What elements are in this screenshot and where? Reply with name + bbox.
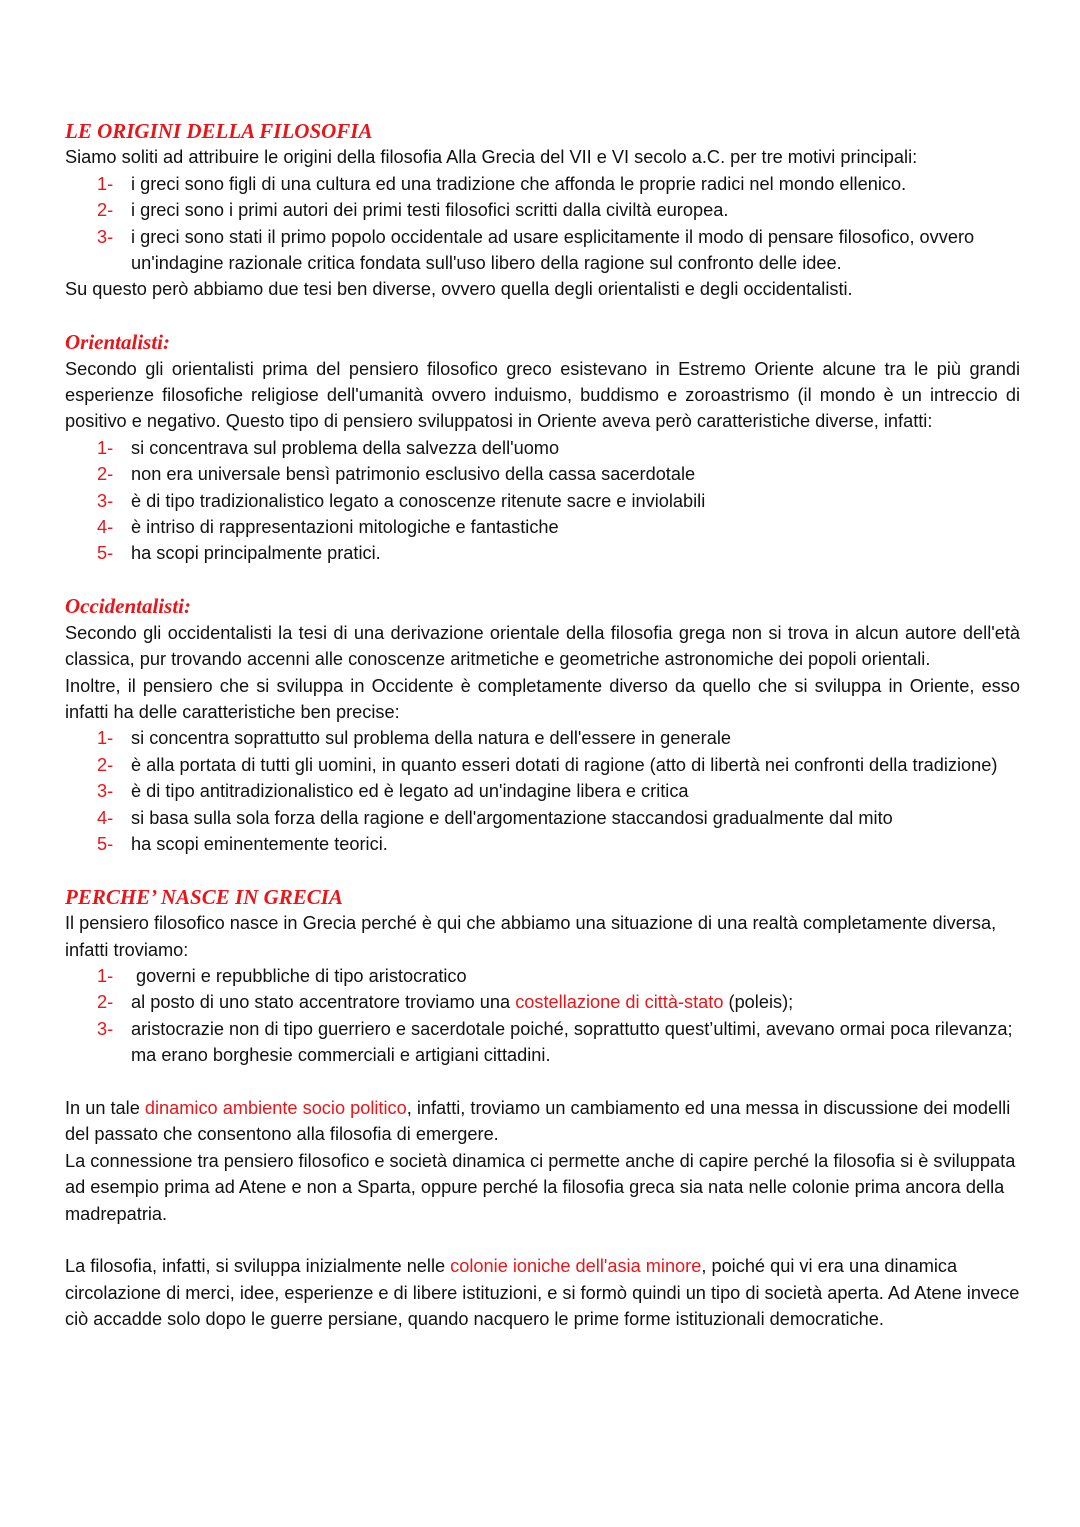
list-item: 1- i greci sono figli di una cultura ed una tradizione che affonda le proprie radici nel mondo ellenico. — [65, 171, 1020, 197]
heading-orientalisti: Orientalisti: — [65, 330, 171, 355]
paragraph-grecia-p2: La connessione tra pensiero filosofico e società dinamica ci permette anche di capire perché la filosofia si è sviluppata ad esempio prima ad Atene e non a Sparta, oppure perché la filosofia greca sia nata nelle colonie prima ancora della madrepatria. — [65, 1150, 1016, 1224]
list-number: 3- — [97, 781, 114, 802]
list-item: 1- governi e repubbliche di tipo aristocratico — [65, 963, 1020, 989]
list-grecia — [65, 963, 1020, 1069]
list-item: 3- aristocrazie non di tipo guerriero e sacerdotale poiché, soprattutto quest’ultimi, avevano ormai poca rilevanza; ma erano borghesie commerciali e artigiani cittadini. — [65, 1016, 1020, 1069]
list-item: 5- ha scopi principalmente pratici. — [65, 540, 1020, 566]
list-item: 3- è di tipo antitradizionalistico ed è legato ad un'indagine libera e critica — [65, 778, 1020, 804]
list-number: 1- — [97, 437, 114, 458]
document-page — [65, 118, 1020, 1333]
list-number: 4- — [97, 517, 114, 538]
list-number: 2- — [97, 754, 114, 775]
list-number: 4- — [97, 807, 114, 828]
list-number: 1- — [97, 965, 114, 986]
paragraph-origini-intro: Siamo soliti ad attribuire le origini della filosofia Alla Grecia del VII e VI secolo a.C. per tre motivi principali: — [65, 147, 918, 168]
list-number: 1- — [97, 173, 114, 194]
list-item: 3- i greci sono stati il primo popolo occidentale ad usare esplicitamente il modo di pensare filosofico, ovvero un'indagine razionale critica fondata sull'uso libero della ragione sul confronto delle idee. — [65, 224, 1020, 277]
list-number: 2- — [97, 464, 114, 485]
list-item: 5- ha scopi eminentemente teorici. — [65, 831, 1020, 857]
list-item: 2- i greci sono i primi autori dei primi testi filosofici scritti dalla civiltà europea. — [65, 197, 1020, 223]
heading-origini: LE ORIGINI DELLA FILOSOFIA — [65, 119, 373, 143]
paragraph-grecia-p1: In un tale dinamico ambiente socio politico, infatti, troviamo un cambiamento ed una messa in discussione dei modelli del passato che consentono alla filosofia di emergere. — [65, 1097, 1011, 1145]
paragraph-occidentalisti-intro: Secondo gli occidentalisti la tesi di una derivazione orientale della filosofia grega non si trova in alcun autore dell'età classica, pur trovando accenni alle conoscenze aritmetiche e geometriche astronomiche dei popoli orientali. — [65, 622, 1020, 670]
highlighted-phrase: dinamico ambiente socio politico — [144, 1097, 407, 1118]
list-number: 5- — [97, 543, 114, 564]
list-item: 2- è alla portata di tutti gli uomini, in quanto esseri dotati di ragione (atto di libertà nei confronti della tradizione) — [65, 752, 1020, 778]
list-item: 1- si concentrava sul problema della salvezza dell'uomo — [65, 435, 1020, 461]
paragraph-orientalisti-intro: Secondo gli orientalisti prima del pensiero filosofico greco esistevano in Estremo Oriente alcune tra le più grandi esperienze filosofiche religiose dell'umanità ovvero induismo, buddismo e zoroastrismo (il mondo è un intreccio di positivo e negativo. Questo tipo di pensiero sviluppatosi in Oriente aveva però caratteristiche diverse, infatti: — [65, 358, 1020, 432]
list-occidentalisti — [65, 725, 1020, 857]
heading-occidentalisti: Occidentalisti: — [65, 594, 191, 619]
list-number: 5- — [97, 833, 114, 854]
list-number: 3- — [97, 1018, 114, 1039]
paragraph-occidentalisti-intro2: Inoltre, il pensiero che si sviluppa in Occidente è completamente diverso da quello che si sviluppa in Oriente, esso infatti ha delle caratteristiche ben precise: — [65, 675, 1020, 722]
list-item: 4- si basa sulla sola forza della ragione e dell'argomentazione staccandosi gradualmente dal mito — [65, 805, 1020, 831]
list-number: 2- — [97, 200, 114, 221]
heading-grecia: PERCHE’ NASCE IN GRECIA — [65, 884, 343, 909]
list-origini — [65, 171, 1020, 277]
list-item: 2- non era universale bensì patrimonio esclusivo della cassa sacerdotale — [65, 461, 1020, 487]
paragraph-origini-outro: Su questo però abbiamo due tesi ben diverse, ovvero quella degli orientalisti e degli occidentalisti. — [65, 279, 853, 300]
list-number: 2- — [97, 992, 114, 1013]
list-orientalisti — [65, 435, 1020, 567]
list-number: 3- — [97, 226, 114, 247]
list-item: 3- è di tipo tradizionalistico legato a conoscenze ritenute sacre e inviolabili — [65, 488, 1020, 514]
highlighted-phrase: costellazione di città-stato — [515, 992, 724, 1013]
list-number: 3- — [97, 490, 114, 511]
paragraph-grecia-intro: Il pensiero filosofico nasce in Grecia perché è qui che abbiamo una situazione di una realtà completamente diversa, infatti troviamo: — [65, 913, 997, 960]
highlighted-phrase: colonie ioniche dell'asia minore — [450, 1256, 702, 1277]
list-number: 1- — [97, 728, 114, 749]
list-item: 4- è intriso di rappresentazioni mitologiche e fantastiche — [65, 514, 1020, 540]
paragraph-grecia-p3: La filosofia, infatti, si sviluppa inizialmente nelle colonie ioniche dell'asia minore, poiché qui vi era una dinamica circolazione di merci, idee, esperienze e di libere istituzioni, e si formò quindi un tipo di società aperta. Ad Atene invece ciò accadde solo dopo le guerre persiane, quando nacquero le prime forme istituzionali democratiche. — [65, 1256, 1020, 1330]
list-item: 2- al posto di uno stato accentratore troviamo una costellazione di città-stato (poleis); — [65, 989, 1020, 1015]
list-item: 1- si concentra soprattutto sul problema della natura e dell'essere in generale — [65, 725, 1020, 751]
